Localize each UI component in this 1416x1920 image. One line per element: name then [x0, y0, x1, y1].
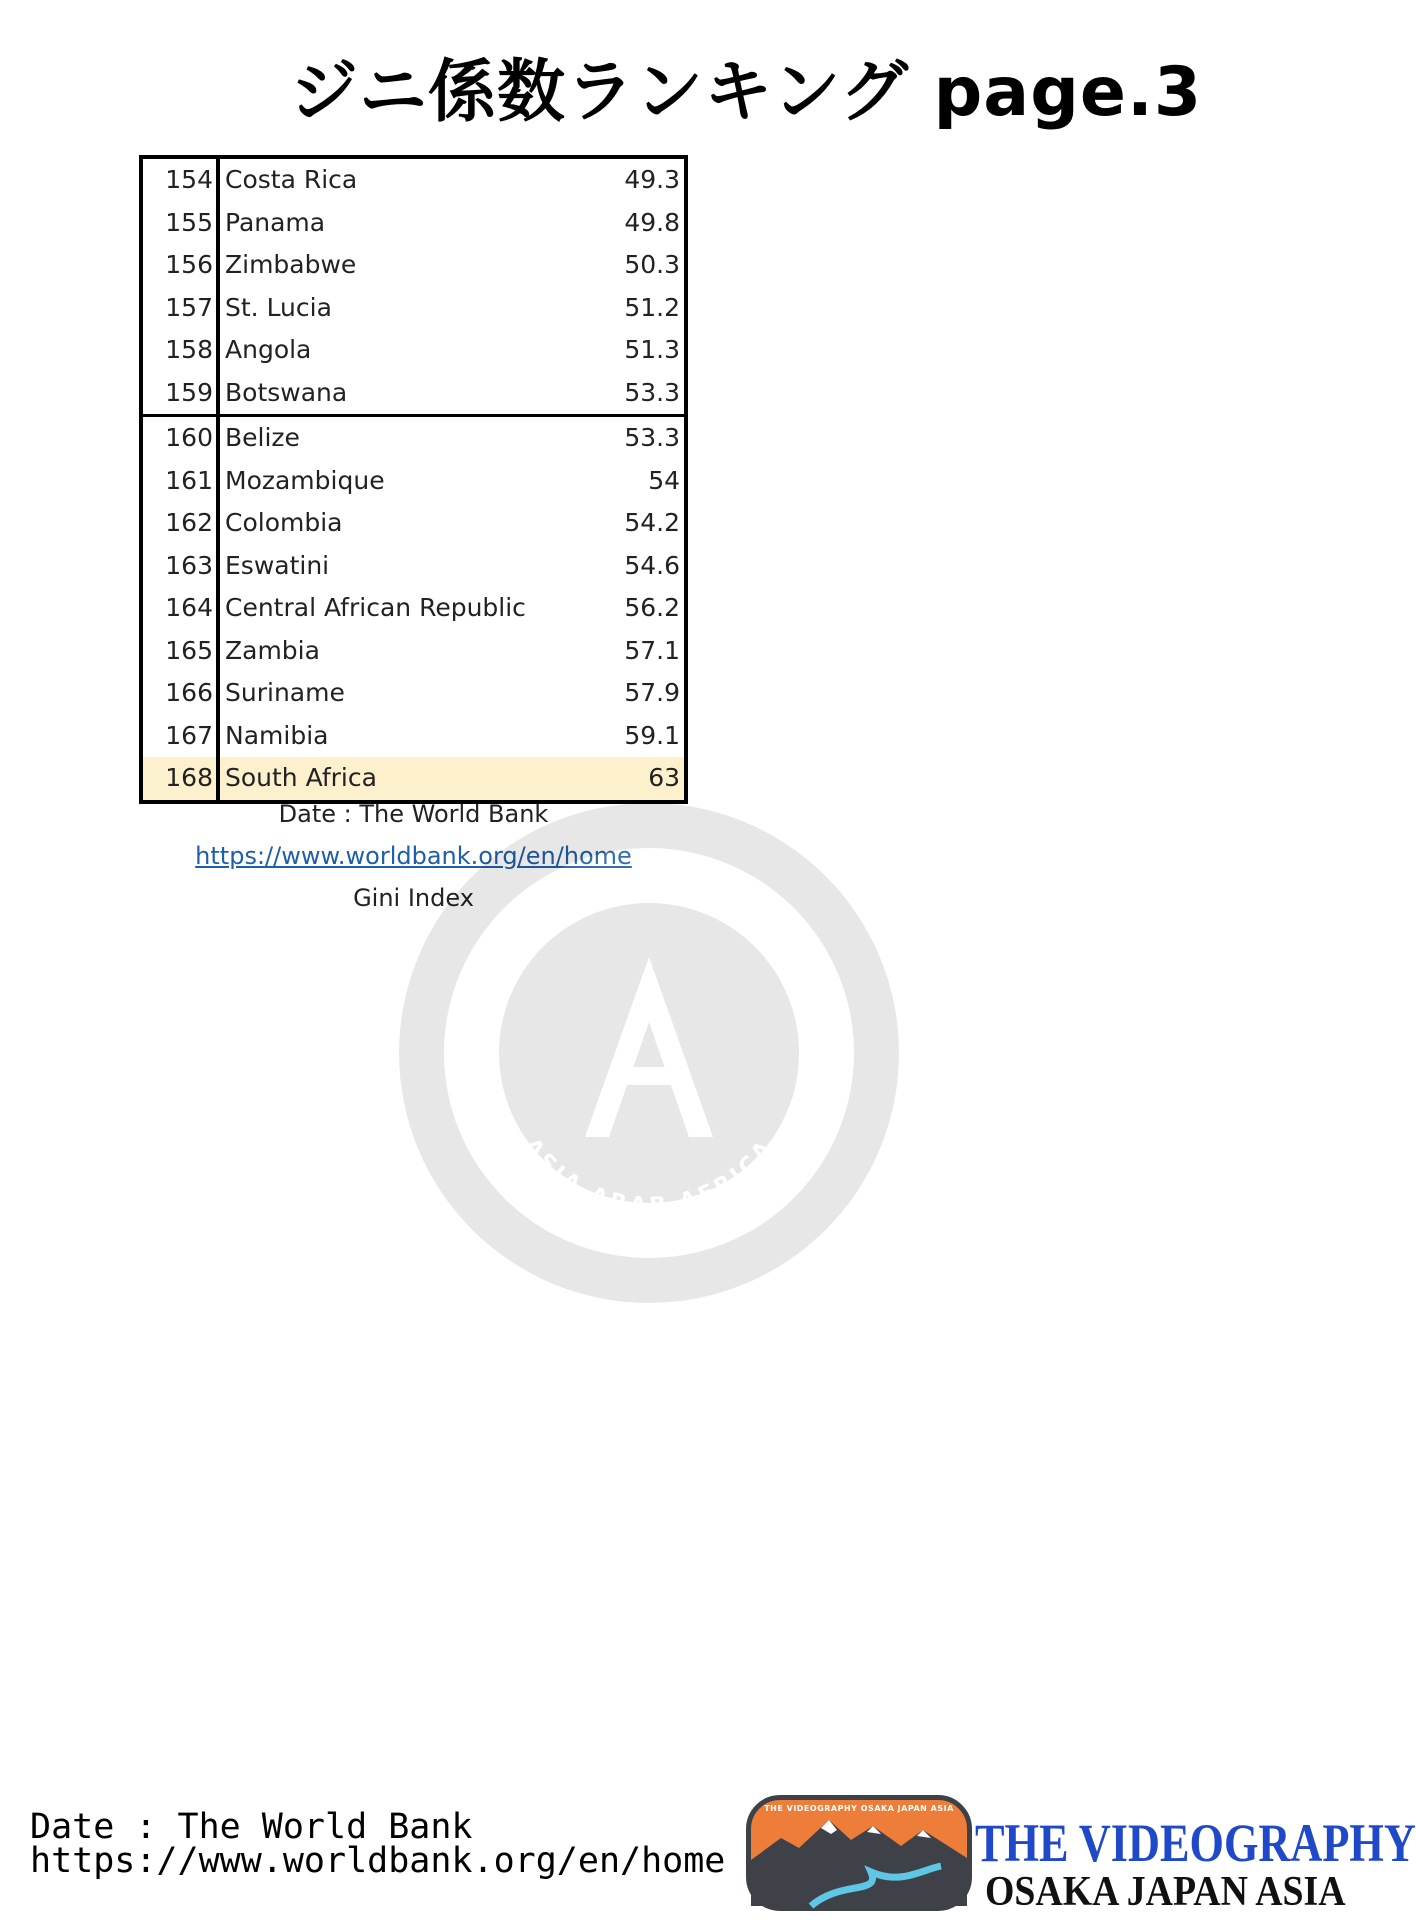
badge-text: THE VIDEOGRAPHY OSAKA JAPAN ASIA: [764, 1804, 954, 1813]
rank-cell: 164: [165, 593, 213, 622]
country-cell: Suriname: [225, 678, 345, 707]
country-cell: Central African Republic: [225, 593, 526, 622]
rank-cell: 163: [165, 550, 213, 580]
country-cell: Belize: [225, 423, 300, 452]
gini-value-cell: 51.3: [624, 335, 680, 364]
gini-value-cell: 63: [648, 763, 680, 792]
rank-cell: 165: [165, 635, 213, 665]
table-row: [143, 502, 684, 545]
country-cell: Namibia: [225, 720, 329, 750]
rank-cell: 156: [165, 250, 213, 279]
page-title: ジニ係数ランキング page.3: [290, 53, 1203, 132]
gini-value-cell: 54.2: [624, 508, 680, 537]
gini-value-cell: 54.6: [624, 550, 680, 580]
rank-cell: 166: [165, 678, 213, 707]
rank-cell: 158: [165, 335, 213, 364]
brand-name-line-1: THE VIDEOGRAPHY: [975, 1813, 1416, 1873]
table-row: [143, 715, 684, 758]
table-row: [143, 372, 684, 415]
table-row: [143, 460, 684, 503]
source-link[interactable]: https://www.worldbank.org/en/home: [195, 842, 632, 870]
rank-cell: 155: [165, 207, 213, 237]
gini-value-cell: 53.3: [624, 377, 680, 407]
table-row: [143, 329, 684, 372]
table-row: [143, 587, 684, 630]
country-cell: South Africa: [225, 763, 377, 792]
rank-cell: 154: [165, 165, 213, 194]
country-cell: St. Lucia: [225, 292, 332, 322]
gini-value-cell: 59.1: [624, 720, 680, 750]
gini-value-cell: 57.1: [624, 635, 680, 665]
gini-value-cell: 49.8: [624, 207, 680, 237]
source-date-label: Date : The World Bank: [278, 800, 549, 828]
gini-value-cell: 57.9: [624, 678, 680, 707]
aaanews-watermark-logo: [393, 797, 905, 1309]
table-row: [143, 202, 684, 245]
country-cell: Zimbabwe: [225, 250, 357, 279]
gini-value-cell: 53.3: [624, 423, 680, 452]
country-cell: Panama: [225, 207, 326, 237]
table-row: [143, 414, 684, 460]
index-label: Gini Index: [353, 884, 474, 912]
footer-line-1: Date : The World Bank: [30, 1807, 473, 1847]
table-row: [143, 630, 684, 673]
table-row: [143, 287, 684, 330]
gini-value-cell: 56.2: [624, 593, 680, 622]
table-row: [143, 159, 684, 202]
rank-cell: 159: [165, 377, 213, 407]
rank-cell: 160: [165, 423, 213, 452]
table-row: [143, 757, 684, 800]
table-row: [143, 545, 684, 588]
country-cell: Botswana: [225, 377, 348, 407]
gini-value-cell: 50.3: [624, 250, 680, 279]
gini-ranking-table: [139, 155, 688, 804]
footer-line-2: https://www.worldbank.org/en/home: [30, 1841, 726, 1881]
country-cell: Eswatini: [225, 550, 330, 580]
table-row: [143, 244, 684, 287]
rank-cell: 162: [165, 508, 213, 537]
country-cell: Angola: [225, 335, 312, 364]
country-cell: Colombia: [225, 508, 343, 537]
country-cell: Zambia: [225, 635, 320, 665]
rank-cell: 168: [165, 763, 213, 792]
country-cell: Costa Rica: [225, 165, 358, 194]
country-cell: Mozambique: [225, 465, 385, 495]
rank-cell: 167: [165, 720, 213, 750]
gini-value-cell: 49.3: [624, 165, 680, 194]
brand-name-line-2: OSAKA JAPAN ASIA: [985, 1869, 1346, 1915]
rank-cell: 161: [165, 465, 213, 495]
footer-source-text: [30, 1807, 726, 1881]
table-row: [143, 672, 684, 715]
videography-badge-logo: [746, 1795, 972, 1911]
gini-value-cell: 54: [648, 465, 680, 495]
rank-cell: 157: [165, 292, 213, 322]
watermark-arc-top: AAANEWS JAPAN: [443, 845, 855, 1041]
watermark-arc-bottom: ASIA ARAB AFRICA: [518, 1133, 780, 1219]
gini-value-cell: 51.2: [624, 292, 680, 322]
mountain-icon: [751, 1800, 967, 1906]
